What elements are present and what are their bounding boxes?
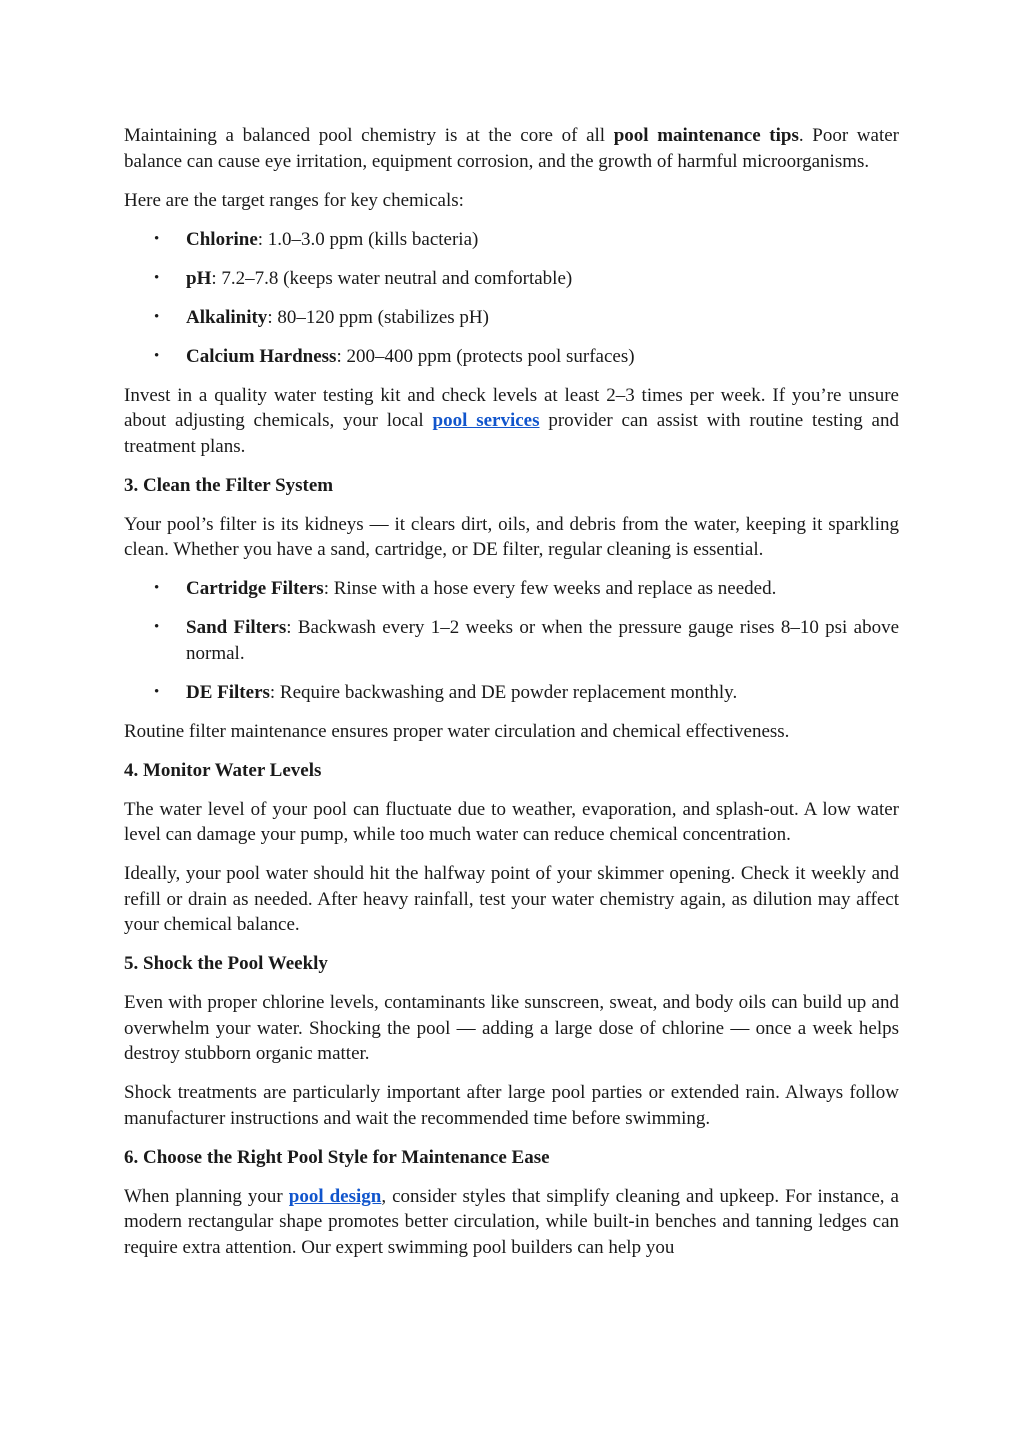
list-item xyxy=(124,266,899,292)
chemical-range: : 200–400 ppm (protects pool surfaces) xyxy=(336,345,635,367)
filters-list xyxy=(124,576,899,705)
list-item xyxy=(124,227,899,253)
filter-name: Sand Filters xyxy=(186,617,287,638)
filter-name: DE Filters xyxy=(186,681,270,703)
pool-services-link[interactable]: pool services xyxy=(432,410,540,431)
section-heading-water-levels: 4. Monitor Water Levels xyxy=(124,759,322,781)
testing-text: Invest in a quality water testing kit and check levels at least 2–3 times per week. If you’re unsure about adjusting chemicals, your local xyxy=(124,384,899,431)
list-item xyxy=(124,344,899,370)
section-heading-shock: 5. Shock the Pool Weekly xyxy=(124,953,328,974)
bullet-icon: • xyxy=(154,683,160,700)
intro-text: Maintaining a balanced pool chemistry is at the core of all xyxy=(124,125,614,146)
shock-paragraph: Even with proper chlorine levels, contaminants like sunscreen, sweat, and body oils can build up and overwhelm your water. Shocking the pool — adding a large dose of chlorine — once a week helps destroy stubborn organic matter. xyxy=(124,992,899,1064)
testing-text-end: provider can assist with routine testing and treatment plans. xyxy=(124,410,899,457)
chemicals-intro: Here are the target ranges for key chemicals: xyxy=(124,189,464,211)
chemical-name: Alkalinity xyxy=(186,306,268,328)
pool-design-link[interactable]: pool design xyxy=(288,1185,382,1207)
filter-text: : Require backwashing and DE powder replacement monthly. xyxy=(269,681,738,703)
intro-paragraph xyxy=(124,123,899,174)
pool-style-paragraph xyxy=(124,1184,899,1261)
document-page xyxy=(124,123,899,1274)
section-heading-pool-style: 6. Choose the Right Pool Style for Maintenance Ease xyxy=(124,1146,550,1168)
bullet-icon: • xyxy=(154,619,160,635)
filter-paragraph: Your pool’s filter is its kidneys — it clears dirt, oils, and debris from the water, keeping it sparkling clean. Whether you have a sand, cartridge, or DE filter, regular cleaning is essential. xyxy=(124,513,899,560)
chemical-range: : 1.0–3.0 ppm (kills bacteria) xyxy=(257,228,479,250)
list-item xyxy=(124,305,899,331)
bullet-icon: • xyxy=(154,308,160,325)
chemical-name: Chlorine xyxy=(186,228,258,250)
intro-text-end: . Poor water balance can cause eye irritation, equipment corrosion, and the growth of harmful microorganisms. xyxy=(124,125,899,172)
water-levels-paragraph-2: Ideally, your pool water should hit the halfway point of your skimmer opening. Check it weekly and refill or drain as needed. After heavy rainfall, test your water chemistry again, as dilution may affect your chemical balance. xyxy=(124,863,899,935)
chemical-name: Calcium Hardness xyxy=(186,345,337,367)
bullet-icon: • xyxy=(154,347,160,364)
list-item xyxy=(124,576,899,602)
chemical-range: : 7.2–7.8 (keeps water neutral and comfortable) xyxy=(211,267,573,289)
bullet-icon: • xyxy=(154,230,160,247)
chemicals-list xyxy=(124,227,899,370)
shock-paragraph-2: Shock treatments are particularly important after large pool parties or extended rain. Always follow manufacturer instructions and wait the recommended time before swimming. xyxy=(124,1082,899,1129)
list-item xyxy=(124,680,899,706)
section-heading-filter: 3. Clean the Filter System xyxy=(124,474,334,496)
filter-name: Cartridge Filters xyxy=(186,578,324,599)
chemical-name: pH xyxy=(186,267,212,289)
chemical-range: : 80–120 ppm (stabilizes pH) xyxy=(267,306,489,328)
bullet-icon: • xyxy=(154,269,160,286)
pool-style-text: When planning your xyxy=(124,1185,289,1207)
filter-summary: Routine filter maintenance ensures proper water circulation and chemical effectiveness. xyxy=(124,720,790,742)
intro-bold-keyword: pool maintenance tips xyxy=(613,125,799,146)
filter-text: : Backwash every 1–2 weeks or when the pressure gauge rises 8–10 psi above normal. xyxy=(186,617,900,664)
filter-text: : Rinse with a hose every few weeks and replace as needed. xyxy=(323,578,777,599)
bullet-icon: • xyxy=(154,580,160,596)
list-item xyxy=(124,615,899,666)
water-levels-paragraph: The water level of your pool can fluctuate due to weather, evaporation, and splash-out. A low water level can damage your pump, while too much water can reduce chemical concentration. xyxy=(124,798,899,845)
pool-style-text-end: , consider styles that simplify cleaning and upkeep. For instance, a modern rectangular shape promotes better circulation, while built-in benches and tanning ledges can require extra attention. Our expert swimming pool builders can help you xyxy=(124,1185,899,1258)
testing-paragraph xyxy=(124,383,899,460)
